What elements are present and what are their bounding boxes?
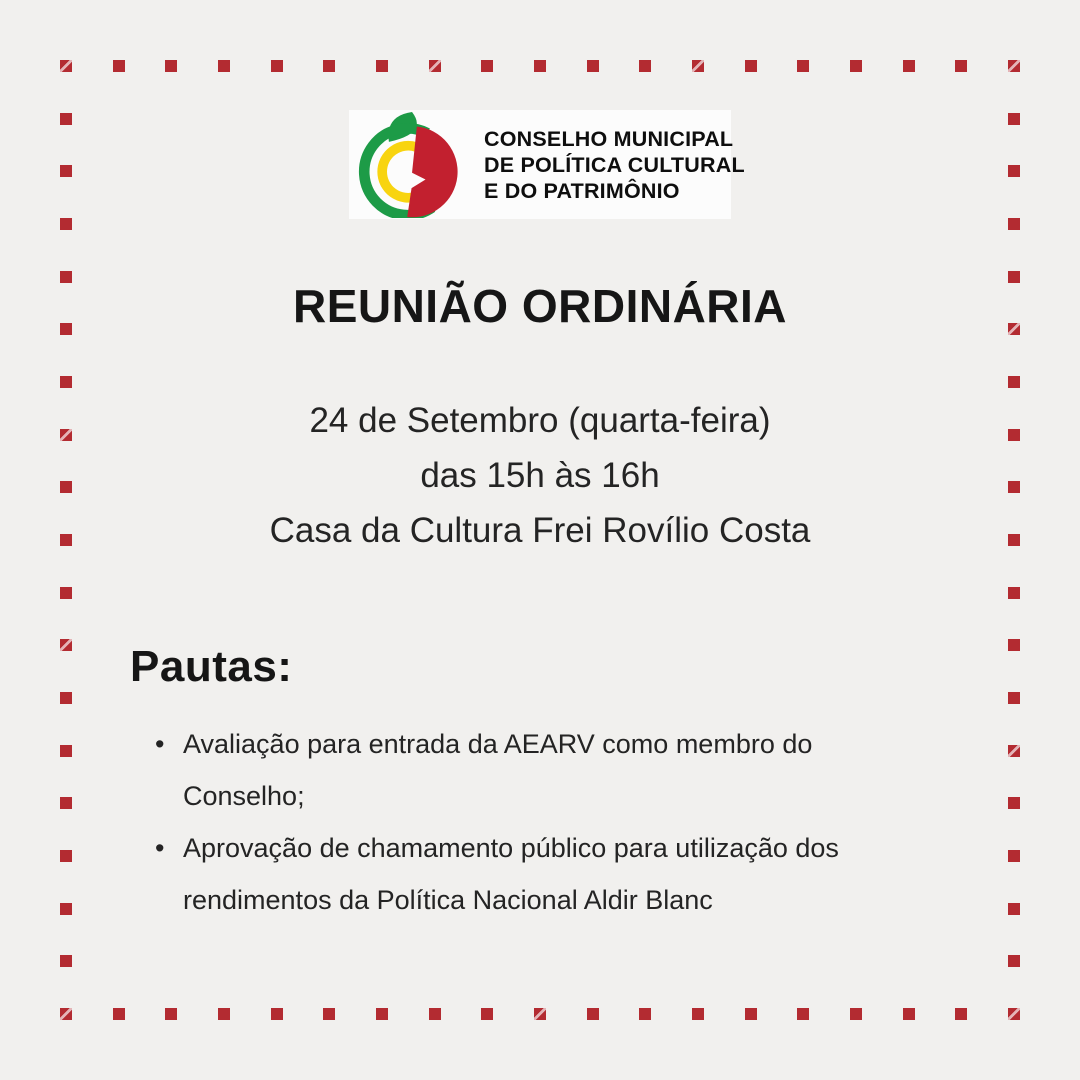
border-dot bbox=[60, 639, 72, 651]
border-dot bbox=[850, 1008, 862, 1020]
border-dot bbox=[534, 1008, 546, 1020]
bullet-icon: • bbox=[155, 729, 165, 759]
border-dot bbox=[481, 1008, 493, 1020]
border-dot bbox=[903, 1008, 915, 1020]
border-dot bbox=[60, 165, 72, 177]
border-dot bbox=[60, 955, 72, 967]
border-dot bbox=[60, 218, 72, 230]
border-dot bbox=[165, 1008, 177, 1020]
border-dot bbox=[587, 60, 599, 72]
border-dot bbox=[1008, 218, 1020, 230]
border-dot bbox=[60, 903, 72, 915]
border-dot bbox=[745, 60, 757, 72]
border-dot bbox=[113, 1008, 125, 1020]
border-dot bbox=[955, 1008, 967, 1020]
agenda-item-text: Avaliação para entrada da AEARV como membro do Conselho; bbox=[183, 729, 813, 811]
event-title: REUNIÃO ORDINÁRIA bbox=[292, 280, 788, 332]
border-dot bbox=[218, 60, 230, 72]
border-dot bbox=[1008, 692, 1020, 704]
border-dot bbox=[1008, 639, 1020, 651]
border-dot bbox=[60, 797, 72, 809]
border-dot bbox=[60, 376, 72, 388]
border-dot bbox=[1008, 1008, 1020, 1020]
border-dot bbox=[60, 587, 72, 599]
border-dot bbox=[1008, 797, 1020, 809]
event-date: 24 de Setembro (quarta-feira) bbox=[309, 401, 771, 440]
border-dot bbox=[429, 1008, 441, 1020]
border-dot bbox=[113, 60, 125, 72]
border-dot bbox=[692, 1008, 704, 1020]
border-dot bbox=[429, 60, 441, 72]
border-dot bbox=[797, 1008, 809, 1020]
border-dot bbox=[1008, 376, 1020, 388]
border-dot bbox=[1008, 587, 1020, 599]
agenda-item bbox=[155, 822, 903, 926]
border-dot bbox=[692, 60, 704, 72]
border-dot bbox=[1008, 165, 1020, 177]
border-dot bbox=[639, 60, 651, 72]
event-details bbox=[0, 393, 1080, 558]
border-dot bbox=[271, 1008, 283, 1020]
border-dot bbox=[1008, 113, 1020, 125]
border-dot bbox=[60, 60, 72, 72]
border-dot bbox=[955, 60, 967, 72]
border-dot bbox=[60, 850, 72, 862]
border-dot bbox=[639, 1008, 651, 1020]
apple-logo-icon bbox=[351, 112, 475, 218]
border-dot bbox=[60, 113, 72, 125]
org-logo bbox=[349, 110, 745, 219]
border-dot bbox=[165, 60, 177, 72]
border-dot bbox=[60, 1008, 72, 1020]
border-dot bbox=[745, 1008, 757, 1020]
border-dot bbox=[60, 745, 72, 757]
event-venue: Casa da Cultura Frei Rovílio Costa bbox=[269, 511, 811, 550]
border-dot bbox=[534, 60, 546, 72]
border-dot bbox=[587, 1008, 599, 1020]
border-dot bbox=[1008, 903, 1020, 915]
border-dot bbox=[1008, 271, 1020, 283]
border-dot bbox=[323, 1008, 335, 1020]
border-dot bbox=[903, 60, 915, 72]
border-dot bbox=[1008, 850, 1020, 862]
event-time: das 15h às 16h bbox=[420, 456, 660, 495]
border-dot bbox=[60, 692, 72, 704]
agenda-item-text: Aprovação de chamamento público para utilização dos rendimentos da Política Nacional Aldir Blanc bbox=[183, 833, 839, 915]
agenda-heading: Pautas: bbox=[130, 642, 293, 691]
border-dot bbox=[1008, 60, 1020, 72]
border-dot bbox=[376, 60, 388, 72]
border-dot bbox=[218, 1008, 230, 1020]
agenda-item bbox=[155, 718, 903, 822]
bullet-icon: • bbox=[155, 833, 165, 863]
org-name bbox=[484, 126, 745, 204]
border-dot bbox=[1008, 955, 1020, 967]
border-dot bbox=[1008, 745, 1020, 757]
org-name-line: CONSELHO MUNICIPAL bbox=[484, 126, 734, 151]
agenda-list bbox=[155, 718, 903, 926]
border-dot bbox=[271, 60, 283, 72]
org-name-line: DE POLÍTICA CULTURAL bbox=[484, 152, 745, 177]
border-dot bbox=[850, 60, 862, 72]
border-dot bbox=[323, 60, 335, 72]
border-dot bbox=[481, 60, 493, 72]
org-name-line: E DO PATRIMÔNIO bbox=[484, 178, 680, 203]
border-dot bbox=[797, 60, 809, 72]
border-dot bbox=[376, 1008, 388, 1020]
border-dot bbox=[60, 271, 72, 283]
